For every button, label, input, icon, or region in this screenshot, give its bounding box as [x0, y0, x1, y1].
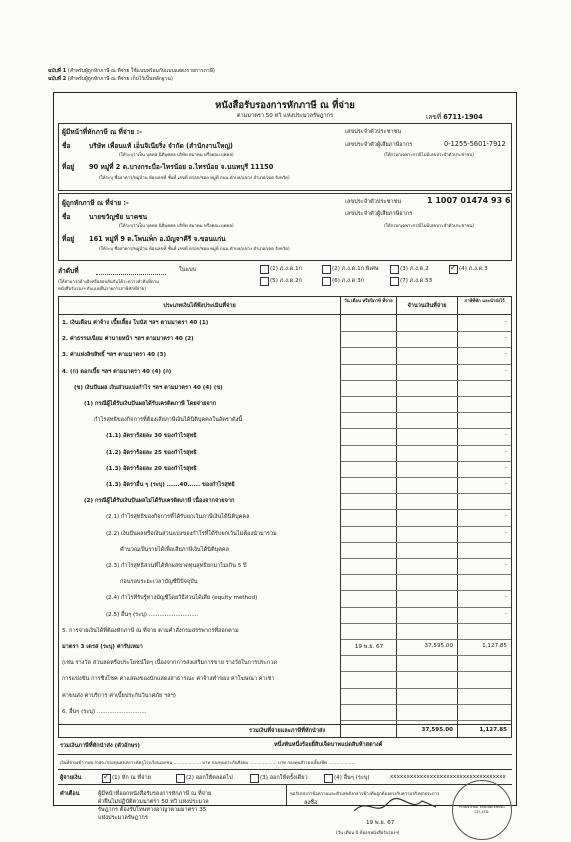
payer-type-option: (3) ออกให้ครั้งเดียว	[260, 775, 308, 781]
table-row-tax: -	[504, 448, 507, 455]
table-row-label: มาตรา 3 เตรส (ระบุ) ค่ารับเหมา	[62, 644, 143, 650]
row-divider	[341, 655, 511, 656]
checkbox-issued-once[interactable]	[250, 774, 259, 783]
divider	[286, 785, 287, 805]
divider	[58, 769, 512, 770]
payer-name-label: ชื่อ	[62, 142, 71, 150]
row-divider	[341, 380, 511, 381]
form-option-label: (4) ภ.ง.ด.3	[459, 266, 488, 272]
payee-taxid2-hint: (ให้กรอกเฉพาะกรณีไม่มีเลขประจำตัวประชาชน)	[384, 224, 475, 229]
checkbox-issued-always[interactable]	[176, 774, 185, 783]
row-divider	[341, 509, 511, 510]
checkbox-pnd1a[interactable]	[260, 265, 269, 274]
form-option-label: (7) ภ.ง.ด.53	[400, 278, 433, 284]
copy-line-1	[48, 68, 215, 75]
payer-name-hint: (ให้ระบุว่าเป็น บุคคล นิติบุคคล บริษัท สมาคม หรือคณะบุคคล)	[119, 153, 234, 158]
order-in-form-label: ในแบบ	[179, 267, 197, 273]
order-number-field[interactable]	[96, 264, 166, 275]
payer-taxid2: 0-1255-5601-7912	[444, 140, 506, 148]
payee-taxid: 1 1007 01474 93 6	[427, 196, 511, 205]
copy-line-2	[48, 76, 173, 83]
table-row-tax: -	[504, 529, 507, 536]
table-row-tax: -	[504, 513, 507, 520]
table-row-label: (2.5) อื่นๆ (ระบุ) ............................	[106, 611, 199, 618]
table-row-label: (2.4) กำไรที่รับรู้ทางบัญชีโดยวิธีส่วนได้เสีย (equity method)	[106, 595, 258, 602]
table-row-label: ก่อนรอบระยะเวลาบัญชีปีปัจจุบัน	[120, 579, 198, 586]
header-divider	[59, 314, 511, 315]
payee-name: นายขวัญชัย นาคชน	[89, 213, 148, 221]
row-divider	[341, 574, 511, 575]
sign-date: 19 พ.ย. 67	[366, 820, 395, 826]
copy-text: (สำหรับผู้ถูกหักภาษี ณ ที่จ่าย เก็บไว้เป็นหลักฐาน)	[67, 76, 173, 82]
signature-mark	[350, 795, 440, 817]
form-option-label: (5) ภ.ง.ด.2ก	[270, 278, 303, 284]
row-divider	[341, 720, 511, 721]
table-row-amount: 37,595.00	[424, 643, 453, 649]
copy-label: ฉบับที่ 2	[48, 76, 67, 82]
table-row-label: 3. ค่าแห่งลิขสิทธิ์ ฯลฯ ตามมาตรา 40 (3)	[62, 352, 166, 359]
payee-address-label: ที่อยู่	[62, 235, 75, 243]
row-divider	[341, 671, 511, 672]
table-row-label: 5. การจ่ายเงินได้ที่ต้องหักภาษี ณ ที่จ่าย ตามคำสั่งกรมสรรพากรที่ออกตาม	[62, 627, 239, 634]
table-row-label: (2.1) กำไรสุทธิของกิจการที่ได้รับยกเว้นภาษีเงินได้นิติบุคคล	[106, 514, 250, 521]
payee-name-hint: (ให้ระบุว่าเป็น บุคคล นิติบุคคล บริษัท สมาคม หรือคณะบุคคล)	[119, 224, 234, 229]
warning-line: ฝ่าฝืนไม่ปฏิบัติตามมาตรา 50 ทวิ แห่งประมวล	[98, 799, 209, 805]
seal-text: PUANTHAE ENGINEERING CO.,LTD.	[459, 805, 505, 814]
row-divider	[341, 704, 511, 705]
sign-label: ลงชื่อ	[304, 800, 318, 806]
page-title: หนังสือรับรองการหักภาษี ณ ที่จ่าย	[215, 100, 355, 111]
doc-number-value: 6711-1904	[443, 113, 483, 121]
warning-line: ผู้มีหน้าที่ออกหนังสือรับรองการหักภาษี ณ ที่จ่าย	[98, 791, 212, 797]
order-hint-1: (ให้สามารถอ้างอิงหรือสอบยันกันได้ระหว่างลำดับที่ตาม	[58, 280, 159, 285]
table-row-label: 6. อื่นๆ (ระบุ) ............................	[62, 708, 147, 715]
payer-address-label: ที่อยู่	[62, 163, 75, 171]
doc-number-label: เลขที่	[426, 113, 442, 121]
checkbox-pnd3a[interactable]	[322, 277, 331, 286]
table-row-label: (2.3) กำไรสุทธิส่วนที่ได้หักผลขาดทุนสุทธิยกมาไม่เกิน 5 ปี	[106, 563, 247, 569]
table-row-tax: -	[504, 610, 507, 617]
form-option-label: (6) ภ.ง.ด.3ก	[332, 278, 365, 284]
table-row-tax: -	[504, 432, 507, 439]
table-row-tax: -	[504, 464, 507, 471]
table-row-tax: -	[504, 594, 507, 601]
checkbox-other[interactable]	[324, 774, 333, 783]
col-header-amount: จำนวนเงินที่จ่าย	[407, 303, 447, 309]
row-divider	[341, 526, 511, 527]
row-divider	[341, 331, 511, 332]
total-amount: 37,595.00	[421, 727, 453, 733]
form-option-label: (2) ภ.ง.ด.1ก พิเศษ	[332, 266, 379, 272]
payee-taxid2-label: เลขประจำตัวผู้เสียภาษีอากร	[345, 211, 413, 217]
row-divider	[341, 623, 511, 624]
col-header-tax: ภาษีที่หัก และนำส่งไว้	[464, 299, 505, 304]
table-row-tax: -	[504, 367, 507, 374]
warning-line: แห่งประมวลรัษฎากร	[98, 815, 148, 821]
payer-section-label: ผู้มีหน้าที่หักภาษี ณ ที่จ่าย :-	[62, 128, 143, 136]
words-value: หนึ่งพันหนึ่งร้อยยี่สิบเจ็ดบาทแปดสิบห้าสตางค์	[274, 742, 383, 748]
doc-number	[426, 111, 483, 122]
row-divider	[341, 639, 511, 640]
payee-section	[58, 193, 512, 261]
row-divider	[341, 607, 511, 608]
payer-name: บริษัท เพื่อนแท้ เอ็นจิเนียริ่ง จำกัด (สำนักงานใหญ่)	[89, 142, 233, 150]
page-subtitle: ตามมาตรา 50 ทวิ แห่งประมวลรัษฎากร	[236, 113, 334, 119]
copy-label: ฉบับที่ 1	[48, 68, 67, 74]
checkbox-pnd53[interactable]	[390, 277, 399, 286]
payee-address: 161 หมู่ที่ 9 ต.โพนเพ็ก อ.มัญจาคีรี จ.ขอนแก่น	[89, 235, 226, 243]
row-divider	[341, 364, 511, 365]
divider	[58, 754, 512, 755]
checkbox-pnd1a-special[interactable]	[322, 265, 331, 274]
row-divider	[341, 347, 511, 348]
table-row-label: (เช่น รางวัล ส่วนลดหรือประโยชน์ใดๆ เนื่องจากการส่งเสริมการขาย รางวัลในการประกวด	[62, 660, 277, 667]
total-divider	[59, 724, 511, 725]
table-row-label: การแข่งขัน การชิงโชค ค่าแสดงของนักแสดงสาธารณะ ค่าจ้างทำของ ค่าโฆษณา ค่าเช่า	[62, 676, 275, 683]
checkbox-pnd2[interactable]	[390, 265, 399, 274]
payee-taxid-label: เลขประจำตัวประชาชน	[345, 199, 402, 205]
payee-section-label: ผู้ถูกหักภาษี ณ ที่จ่าย :-	[62, 199, 129, 207]
table-row-label: 4. (ก) ดอกเบี้ย ฯลฯ ตามมาตรา 40 (4) (ก)	[62, 368, 172, 375]
table-row-label: 2. ค่าธรรมเนียม ค่านายหน้า ฯลฯ ตามมาตรา 40 (2)	[62, 336, 194, 343]
payer-taxid2-label: เลขประจำตัวผู้เสียภาษีอากร	[345, 142, 413, 148]
table-row-tax: -	[504, 562, 507, 568]
payer-section	[58, 123, 512, 191]
table-row-label: 1. เงินเดือน ค่าจ้าง เบี้ยเลี้ยง โบนัส ฯลฯ ตามมาตรา 40 (1)	[62, 320, 209, 326]
col-header-type: ประเภทเงินได้พึงประเมินที่จ่าย	[163, 303, 236, 309]
order-label: ลำดับที่	[58, 267, 79, 275]
row-divider	[341, 428, 511, 429]
table-row-label: ค่าขนส่ง ค่าบริการ ค่าเบี้ยประกันวินาศภัย ฯลฯ)	[62, 692, 176, 699]
table-row-date: 19 พ.ย. 67	[354, 644, 384, 650]
warning-line: รัษฎากร ต้องรับโทษทางอาญาตามมาตรา 35	[98, 807, 207, 813]
row-divider	[341, 493, 511, 494]
checkbox-pnd2a[interactable]	[260, 277, 269, 286]
company-seal	[452, 780, 512, 840]
row-divider	[341, 477, 511, 478]
table-row-label: (1.3) อัตราอื่น ๆ (ระบุ) ......40...... ของกำไรสุทธิ	[106, 482, 235, 488]
row-divider	[341, 396, 511, 397]
divider	[58, 784, 512, 785]
table-row-tax: 1,127.85	[482, 643, 507, 649]
row-divider	[341, 542, 511, 543]
payer-type-other-value: xxxxxxxxxxxxxxxxxxxxxxxxxxxxxxxxxxx	[390, 774, 506, 780]
form-option-label: (3) ภ.ง.ด.2	[400, 266, 429, 272]
table-row-tax: -	[504, 351, 507, 358]
total-tax: 1,127.85	[479, 727, 507, 733]
row-divider	[341, 558, 511, 559]
table-row-label: (ข) เงินปันผล เงินส่วนแบ่งกำไร ฯลฯ ตามมาตรา 40 (4) (ข)	[74, 384, 223, 391]
sign-date-hint: (วัน เดือน ปี ที่ออกหนังสือรับรองฯ)	[336, 831, 400, 836]
table-row-label: (1.3) อัตราร้อยละ 20 ของกำไรสุทธิ	[106, 465, 197, 472]
payer-type-option: (1) หัก ณ ที่จ่าย	[112, 775, 151, 781]
table-row-label: (2) กรณีผู้ได้รับเงินปันผลไม่ได้รับเครดิตภาษี เนื่องจากจ่ายจาก	[84, 498, 235, 505]
checkbox-withheld-at-source[interactable]	[102, 774, 111, 783]
payer-address-hint: (ให้ระบุ ชื่ออาคาร/หมู่บ้าน ห้องเลขที่ ชั้นที่ เลขที่ ตรอก/ซอย หมู่ที่ ถนน ตำบล/แขวง อำเภอ/เขต จังหวัด)	[99, 176, 290, 181]
row-divider	[341, 688, 511, 689]
payer-taxid2-hint: (ให้กรอกเฉพาะกรณีไม่มีเลขประจำตัวประชาชน)	[384, 153, 475, 158]
fund-line: เงินที่จ่ายเข้า กบข./กสจ./กองทุนสงเคราะห์ครูโรงเรียนเอกชน .................... บาท กองทุนประกันสังคม .................... บาท กองทุนสำรองเลี้ยงชีพ ....................	[60, 761, 356, 766]
table-row-label: (2.2) เงินปันผลหรือเงินส่วนแบ่งของกำไรที่ได้รับยกเว้นไม่ต้องนำมารวม	[106, 530, 277, 537]
certify-text: ขอรับรองว่าข้อความและตัวเลขดังกล่าวข้างต้นถูกต้องตรงกับความจริงทุกประการ	[290, 792, 440, 797]
income-table	[58, 296, 512, 738]
checkbox-pnd3[interactable]	[449, 265, 458, 274]
warning-label: คำเตือน	[60, 791, 80, 797]
payee-address-hint: (ให้ระบุ ชื่ออาคาร/หมู่บ้าน ห้องเลขที่ ชั้นที่ เลขที่ ตรอก/ซอย หมู่ที่ ถนน ตำบล/แขวง อำเภอ/เขต จังหวัด)	[99, 247, 290, 252]
row-divider	[341, 412, 511, 413]
words-label: รวมเงินภาษีที่หักนำส่ง (ตัวอักษร)	[60, 743, 140, 749]
table-row-label: คำนวณเป็นรายได้เพื่อเสียภาษีเงินได้นิติบุคคล	[120, 546, 230, 553]
table-row-label: (1.2) อัตราร้อยละ 25 ของกำไรสุทธิ	[106, 449, 197, 456]
payer-type-label: ผู้จ่ายเงิน	[60, 775, 82, 781]
order-hint-2: หนังสือรับรองฯ กับแบบยื่นรายการภาษีหักที่จ่าย)	[58, 287, 146, 292]
payee-name-label: ชื่อ	[62, 213, 71, 221]
table-row-tax: -	[504, 481, 507, 487]
row-divider	[341, 461, 511, 462]
payer-address: 90 หมู่ที่ 2 ต.บางกระบือ-ไทรน้อย อ.ไทรน้อย จ.นนทบุรี 11150	[89, 163, 274, 171]
total-label: รวมเงินที่จ่ายและภาษีที่หักนำส่ง	[249, 728, 326, 734]
row-divider	[341, 590, 511, 591]
table-row-tax: -	[504, 335, 507, 342]
payer-taxid-label: เลขประจำตัวประชาชน	[345, 129, 402, 135]
payer-type-option: (4) อื่นๆ (ระบุ)	[334, 775, 370, 781]
table-row-label: (1.1) อัตราร้อยละ 30 ของกำไรสุทธิ	[106, 433, 197, 440]
table-row-tax: -	[504, 319, 507, 325]
table-row-label: กำไรสุทธิของกิจการที่ต้องเสียภาษีเงินได้นิติบุคคลในอัตราดังนี้	[94, 417, 243, 424]
payer-type-option: (2) ออกให้ตลอดไป	[186, 775, 233, 781]
table-row-label: (1) กรณีผู้ได้รับเงินปันผลได้รับเครดิตภาษี โดยจ่ายจาก	[84, 401, 217, 407]
col-header-date: วัน เดือน หรือปีภาษี ที่จ่าย	[344, 299, 393, 304]
form-option-label: (1) ภ.ง.ด.1ก	[270, 266, 303, 272]
copy-text: (สำหรับผู้ถูกหักภาษี ณ ที่จ่าย ใช้แนบพร้อมกับแบบแสดงรายการภาษี)	[67, 68, 215, 74]
row-divider	[341, 445, 511, 446]
